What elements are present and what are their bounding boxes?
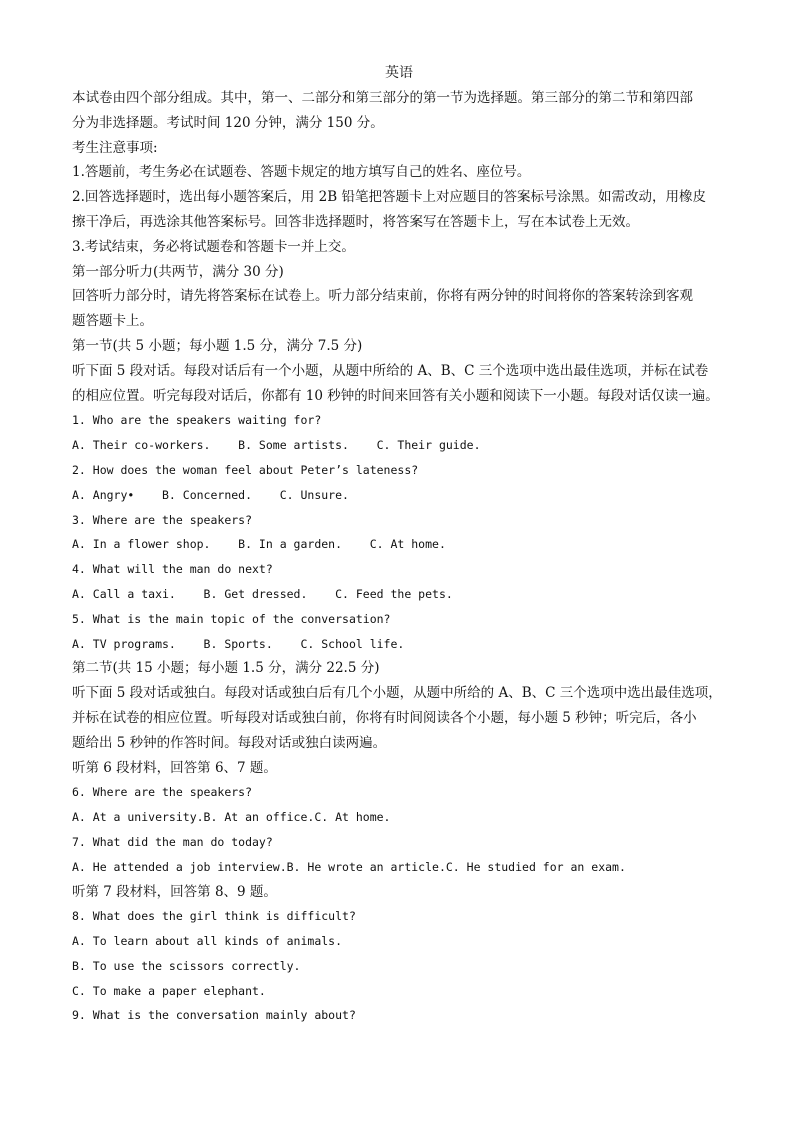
material-heading: 听第 6 段材料，回答第 6、7 题。: [72, 759, 277, 776]
question-text: 9. What is the conversation mainly about?: [72, 1008, 356, 1023]
section1-heading: 第一节(共 5 小题；每小题 1.5 分，满分 7.5 分): [72, 337, 363, 354]
notice-line: 擦干净后，再选涂其他答案标号。回答非选择题时，将答案写在答题卡上，写在本试卷上无效。: [72, 213, 639, 230]
question-options: A. Their co-workers. B. Some artists. C. Their guide.: [72, 438, 481, 453]
question-options: A. At a university.B. At an office.C. At home.: [72, 810, 391, 825]
part1-heading: 第一部分听力(共两节，满分 30 分): [72, 263, 284, 280]
section1-instruction: 的相应位置。听完每段对话后，你都有 10 秒钟的时间来回答有关小题和阅读下一小题。每段对话仅读一遍。: [72, 387, 719, 404]
page-title: 英语: [385, 65, 413, 81]
notice-line: 1.答题前，考生务必在试题卷、答题卡规定的地方填写自己的姓名、座位号。: [72, 164, 531, 181]
section2-instruction: 题给出 5 秒钟的作答时间。每段对话或独白读两遍。: [72, 734, 387, 751]
question-text: 5. What is the main topic of the conversation?: [72, 611, 391, 626]
question-option: A. To learn about all kinds of animals.: [72, 934, 343, 949]
section1-instruction: 听下面 5 段对话。每段对话后有一个小题，从题中所给的 A、B、C 三个选项中选出最佳选项，并标在试卷: [72, 362, 709, 379]
exam-page: [72, 60, 732, 1028]
question-option: B. To use the scissors correctly.: [72, 958, 301, 973]
section2-heading: 第二节(共 15 小题；每小题 1.5 分，满分 22.5 分): [72, 660, 380, 677]
notice-heading: 考生注意事项:: [72, 139, 158, 156]
question-text: 1. Who are the speakers waiting for?: [72, 413, 322, 428]
question-text: 7. What did the man do today?: [72, 834, 273, 849]
question-text: 2. How does the woman feel about Peter’s lateness?: [72, 462, 419, 477]
question-options: A. Angry• B. Concerned. C. Unsure.: [72, 487, 349, 502]
question-options: A. TV programs. B. Sports. C. School life.: [72, 636, 405, 651]
material-heading: 听第 7 段材料，回答第 8、9 题。: [72, 883, 277, 900]
part1-instruction: 回答听力部分时，请先将答案标在试卷上。听力部分结束前，你将有两分钟的时间将你的答案转涂到客观: [72, 288, 693, 305]
question-options: A. He attended a job interview.B. He wrote an article.C. He studied for an exam.: [72, 859, 626, 874]
part1-instruction: 题答题卡上。: [72, 313, 153, 330]
question-text: 3. Where are the speakers?: [72, 512, 253, 527]
section2-instruction: 听下面 5 段对话或独白。每段对话或独白后有几个小题，从题中所给的 A、B、C 三个选项中选出最佳选项，: [72, 685, 722, 702]
intro-line: 本试卷由四个部分组成。其中，第一、二部分和第三部分的第一节为选择题。第三部分的第二节和第四部: [72, 90, 693, 106]
question-text: 8. What does the girl think is difficult?: [72, 909, 356, 924]
question-options: A. Call a taxi. B. Get dressed. C. Feed the pets.: [72, 586, 453, 601]
notice-line: 3.考试结束，务必将试题卷和答题卡一并上交。: [72, 238, 355, 255]
question-options: A. In a flower shop. B. In a garden. C. At home.: [72, 537, 446, 552]
notice-line: 2.回答选择题时，选出每小题答案后，用 2B 铅笔把答题卡上对应题目的答案标号涂黑。如需改动，用橡皮: [72, 189, 706, 206]
intro-line: 分为非选择题。考试时间 120 分钟，满分 150 分。: [72, 114, 384, 131]
question-text: 4. What will the man do next?: [72, 562, 273, 577]
question-option: C. To make a paper elephant.: [72, 983, 266, 998]
section2-instruction: 并标在试卷的相应位置。听每段对话或独白前，你将有时间阅读各个小题，每小题 5 秒钟；听完后，各小: [72, 709, 697, 726]
question-text: 6. Where are the speakers?: [72, 785, 253, 800]
